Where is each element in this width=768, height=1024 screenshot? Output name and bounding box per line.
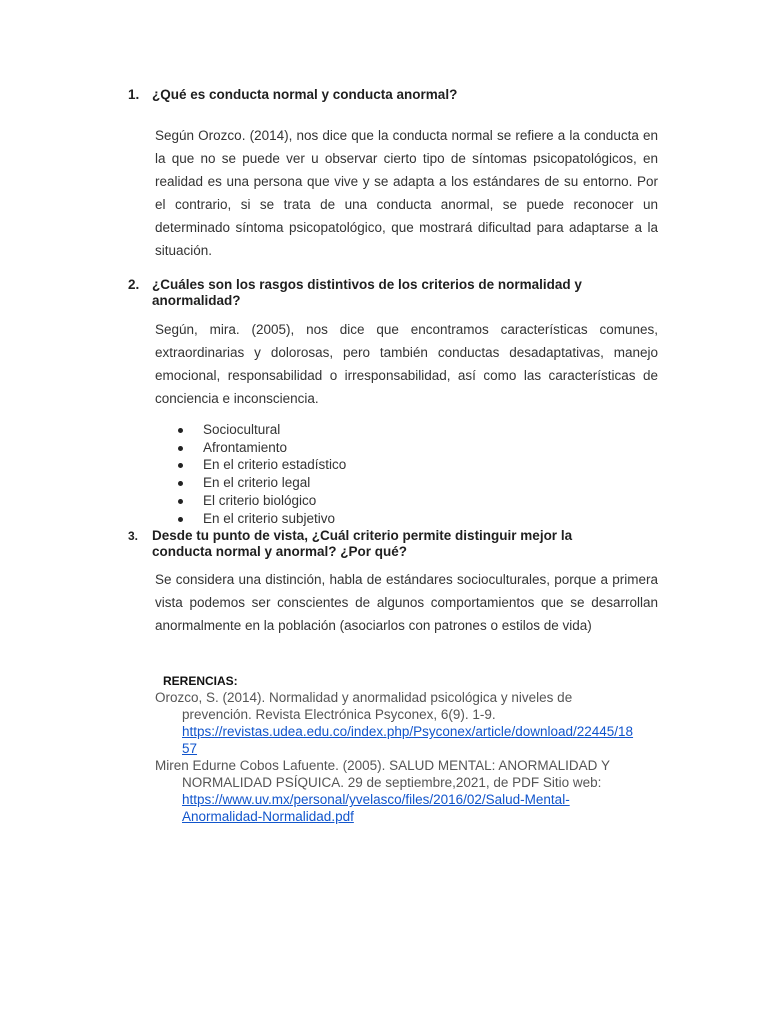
criteria-bullet-list xyxy=(178,421,346,527)
bullet-icon xyxy=(178,481,183,486)
bullet-icon xyxy=(178,499,183,504)
question-2-answer: Según, mira. (2005), nos dice que encontramos características comunes, extraordinarias y dolorosas, pero también conductas desadaptativas, manejo emocional, responsabilidad o irresponsabilidad, así como las características de conciencia e inconsciencia. xyxy=(155,322,658,406)
question-3-number: 3. xyxy=(128,529,139,543)
bullet-icon xyxy=(178,446,183,451)
bullet-icon xyxy=(178,463,183,468)
question-1-title: ¿Qué es conducta normal y conducta anormal? xyxy=(152,87,458,102)
list-item: En el criterio legal xyxy=(178,474,346,492)
reference-item xyxy=(155,757,665,825)
reference-text-line1: Miren Edurne Cobos Lafuente. (2005). SALUD MENTAL: ANORMALIDAD Y xyxy=(155,758,610,773)
question-2-number: 2. xyxy=(128,277,140,292)
question-3-title xyxy=(152,528,572,560)
bullet-icon xyxy=(178,517,183,522)
reference-item xyxy=(155,689,665,757)
reference-link[interactable]: https://www.uv.mx/personal/yvelasco/files/2016/02/Salud-Mental- Anormalidad-Normalidad.pdf xyxy=(182,792,570,824)
list-item: Sociocultural xyxy=(178,421,346,439)
list-item: Afrontamiento xyxy=(178,439,346,457)
list-item: En el criterio estadístico xyxy=(178,456,346,474)
list-item: El criterio biológico xyxy=(178,492,346,510)
list-item: En el criterio subjetivo xyxy=(178,510,346,528)
reference-text-line2: NORMALIDAD PSÍQUICA. 29 de septiembre,2021, de PDF Sitio web: xyxy=(182,775,602,790)
question-1-number: 1. xyxy=(128,87,140,102)
reference-text-line2: prevención. Revista Electrónica Psyconex, 6(9). 1-9. xyxy=(182,707,496,722)
question-2-title-line1: ¿Cuáles son los rasgos distintivos de los criterios de normalidad y xyxy=(152,277,582,292)
question-3-title-line1: Desde tu punto de vista, ¿Cuál criterio permite distinguir mejor la xyxy=(152,528,573,543)
references-heading: RERENCIAS: xyxy=(163,674,238,688)
reference-link[interactable]: https://revistas.udea.edu.co/index.php/Psyconex/article/download/22445/18 57 xyxy=(182,724,634,756)
bullet-icon xyxy=(178,428,183,433)
question-1-answer: Según Orozco. (2014), nos dice que la conducta normal se refiere a la conducta en la que no se puede ver u observar cierto tipo de síntomas psicopatológicos, en realidad es una persona que vive y se adapta a los estándares de su entorno. Por el contrario, si se trata de una conducta anormal, se puede reconocer un determinado síntoma psicopatológico, que mostrará dificultad para adaptarse a la situación. xyxy=(155,128,658,258)
question-2-title xyxy=(152,277,582,309)
question-3-answer: Se considera una distinción, habla de estándares socioculturales, porque a primera vista podemos ser conscientes de algunos comportamientos que se desarrollan anormalmente en la población (asociarlos con patrones o estilos de vida) xyxy=(155,572,658,633)
question-2-title-line2: anormalidad? xyxy=(152,293,241,308)
question-3-title-line2: conducta normal y anormal? ¿Por qué? xyxy=(152,544,408,559)
reference-text-line1: Orozco, S. (2014). Normalidad y anormalidad psicológica y niveles de xyxy=(155,690,573,705)
